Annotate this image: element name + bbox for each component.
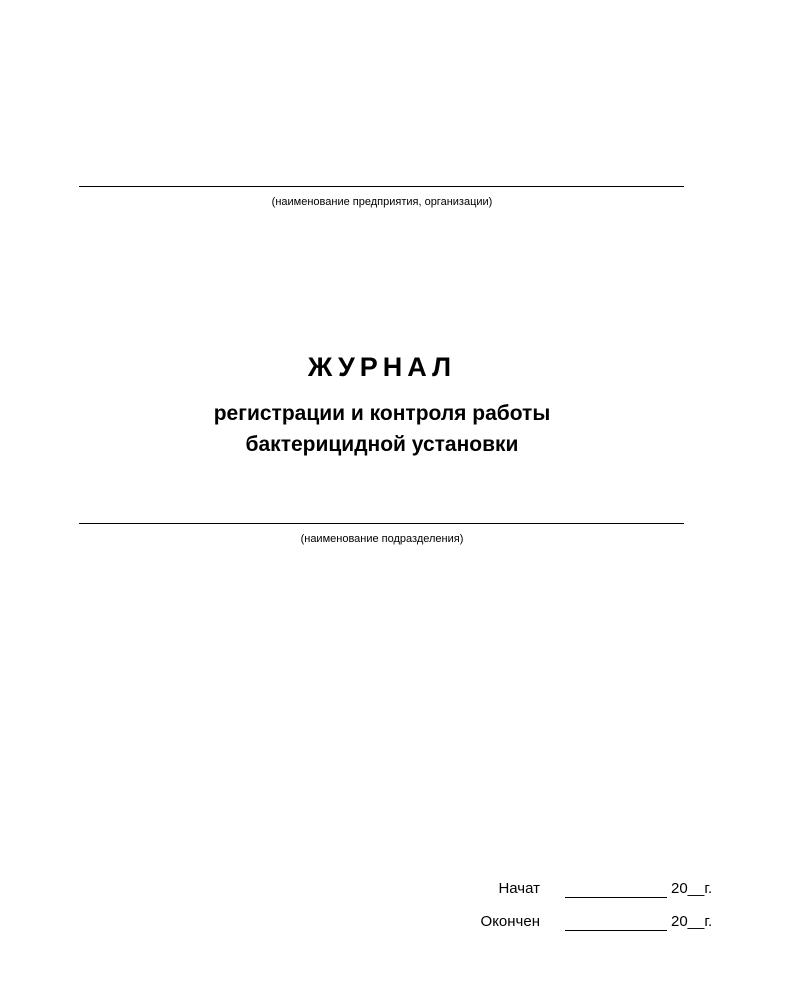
journal-subtitle	[0, 398, 764, 460]
department-caption: (наименование подразделения)	[300, 533, 464, 545]
finished-label: Окончен	[480, 913, 540, 930]
department-name-line	[79, 523, 684, 524]
finished-date-row	[440, 913, 730, 935]
organization-name-line	[79, 186, 684, 187]
started-year: 20__г.	[671, 880, 713, 897]
started-date-blank	[565, 897, 667, 898]
journal-subtitle-line-2: бактерицидной установки	[245, 433, 519, 456]
finished-year: 20__г.	[671, 913, 713, 930]
started-date-row	[440, 880, 730, 902]
finished-date-blank	[565, 930, 667, 931]
journal-title: ЖУРНАЛ	[307, 352, 457, 382]
journal-subtitle-line-1: регистрации и контроля работы	[213, 402, 551, 425]
started-label: Начат	[498, 880, 540, 897]
organization-caption: (наименование предприятия, организации)	[271, 196, 493, 208]
